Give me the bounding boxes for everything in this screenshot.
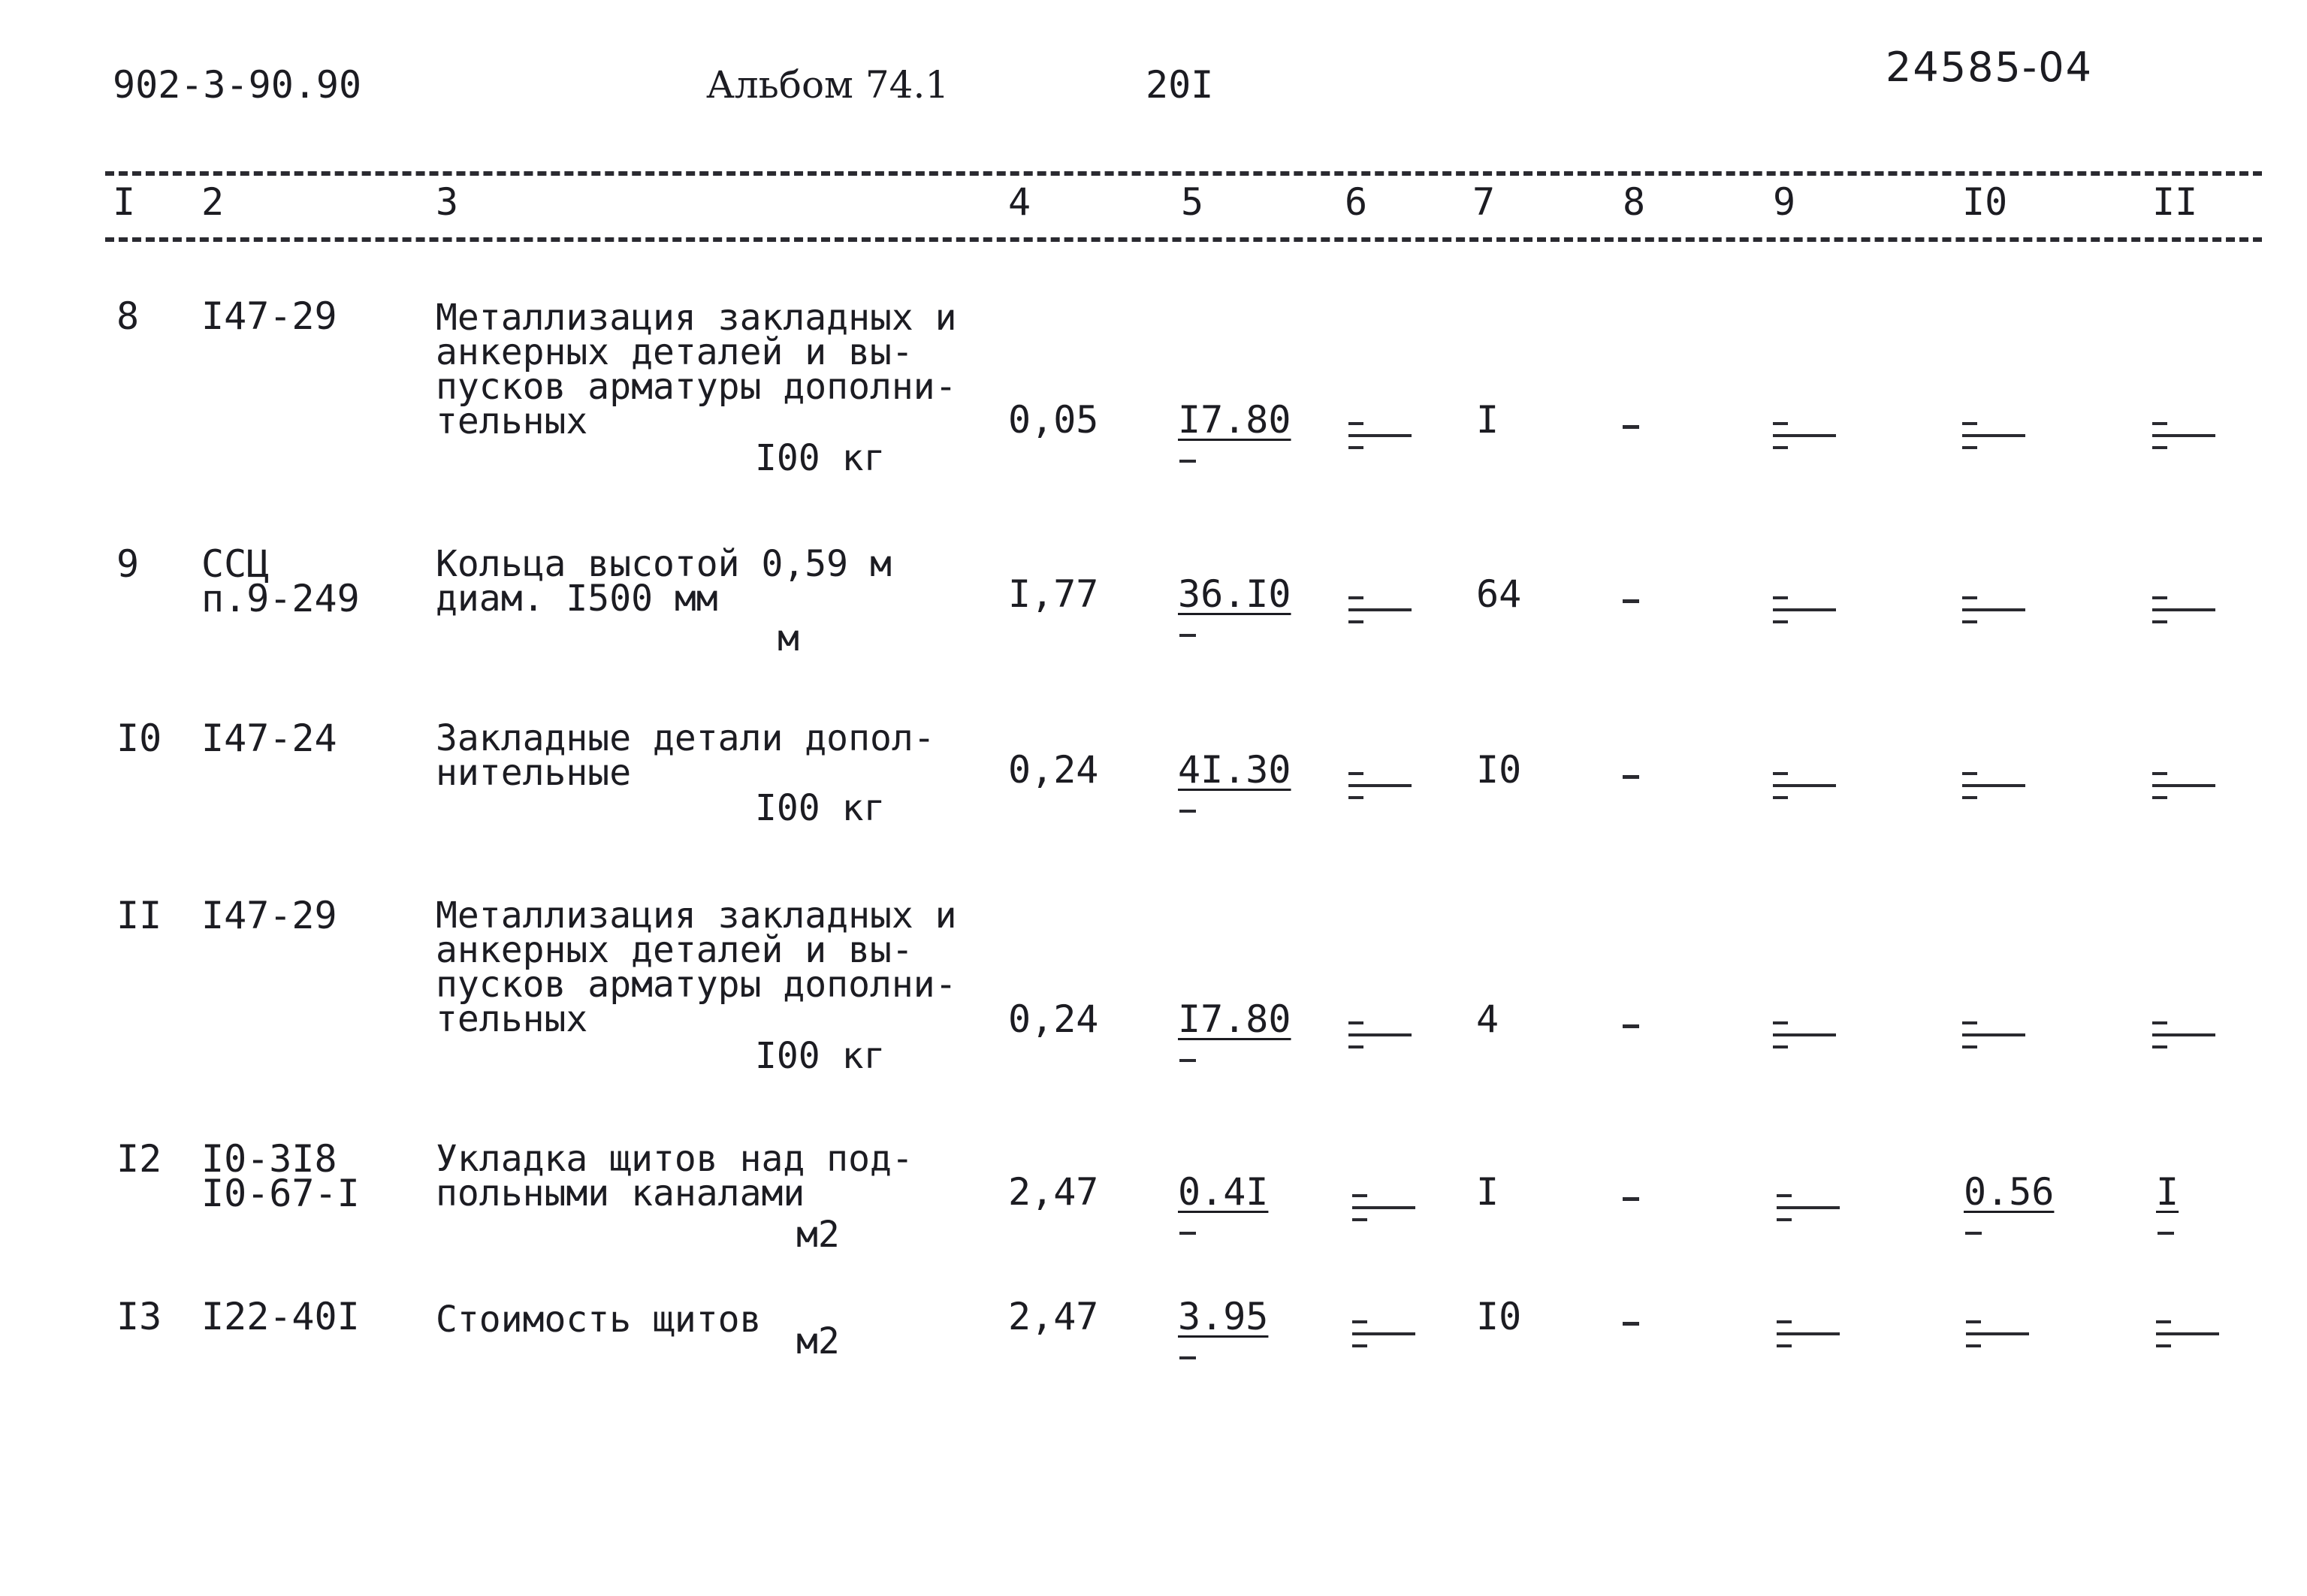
ditto-mark <box>1966 1319 2029 1353</box>
work-description-line: пусков арматуры дополни- <box>436 964 957 1006</box>
row-number: I3 <box>116 1295 162 1338</box>
empty-dash <box>1623 425 1639 429</box>
column-number-8: 8 <box>1623 180 1646 224</box>
ditto-mark <box>1773 1020 1836 1054</box>
column-number-3: 3 <box>436 180 459 224</box>
col7-value: I <box>1476 1170 1499 1214</box>
work-description-line: Стоимость щитов <box>436 1299 762 1341</box>
column-number-10: I0 <box>1962 180 2008 224</box>
col7-value: I0 <box>1476 748 1522 792</box>
col7-value: 4 <box>1476 997 1499 1041</box>
row-number: II <box>116 894 162 937</box>
empty-dash <box>1623 775 1639 779</box>
quantity: I,77 <box>1008 572 1099 616</box>
quantity: 2,47 <box>1008 1295 1099 1338</box>
column-number-4: 4 <box>1008 180 1031 224</box>
work-description-line: нительные <box>436 752 632 794</box>
norm-code: I47-29 <box>201 294 337 338</box>
unit-of-measure: I00 кг <box>755 1035 886 1077</box>
work-description-line: диам. I500 мм <box>436 578 718 620</box>
ditto-mark <box>1962 1020 2025 1054</box>
ditto-mark <box>1179 1356 1196 1359</box>
row-number: 9 <box>116 542 140 586</box>
ditto-mark <box>1962 771 2025 805</box>
column-number-1: I <box>113 180 136 224</box>
col11-value: I <box>2156 1170 2179 1214</box>
column-number-2: 2 <box>201 180 225 224</box>
work-description-line: Кольца высотой 0,59 м <box>436 543 892 585</box>
ditto-mark <box>1179 460 1196 463</box>
ditto-mark <box>1965 1232 1982 1235</box>
document-code: 902-3-90.90 <box>113 63 362 107</box>
ditto-mark <box>1348 1020 1412 1054</box>
unit-price: 3.95 <box>1178 1295 1269 1338</box>
quantity: 2,47 <box>1008 1170 1099 1214</box>
ditto-mark <box>2152 1020 2215 1054</box>
ditto-mark <box>1773 771 1836 805</box>
work-description-line: польными каналами <box>436 1172 805 1214</box>
norm-code: I0-67-I <box>201 1172 360 1215</box>
work-description-line: анкерных деталей и вы- <box>436 331 913 373</box>
ditto-mark <box>1777 1319 1840 1353</box>
unit-of-measure: м <box>778 617 799 659</box>
column-number-5: 5 <box>1181 180 1204 224</box>
empty-dash <box>1623 1197 1639 1201</box>
ditto-mark <box>2158 1232 2174 1235</box>
ditto-mark <box>2152 771 2215 805</box>
quantity: 0,24 <box>1008 748 1099 792</box>
column-number-9: 9 <box>1773 180 1796 224</box>
row-number: 8 <box>116 294 140 338</box>
work-description-line: Закладные детали допол- <box>436 717 935 759</box>
work-description-line: Укладка щитов над под- <box>436 1138 913 1180</box>
page-number: 20I <box>1146 63 1214 107</box>
album-label: Альбом 74.1 <box>706 63 950 107</box>
work-description-line: тельных <box>436 400 588 442</box>
empty-dash <box>1623 1322 1639 1326</box>
unit-of-measure: I00 кг <box>755 437 886 479</box>
row-number: I0 <box>116 717 162 760</box>
ditto-mark <box>1962 595 2025 629</box>
ditto-mark <box>1179 634 1196 637</box>
ditto-mark <box>1179 810 1196 813</box>
ditto-mark <box>1777 1193 1840 1227</box>
norm-code: I47-24 <box>201 717 337 760</box>
header-top-rule <box>105 171 2262 176</box>
ditto-mark <box>1773 421 1836 455</box>
unit-price: I7.80 <box>1178 997 1291 1041</box>
ditto-mark <box>1348 771 1412 805</box>
col10-value: 0.56 <box>1964 1170 2055 1214</box>
unit-price: 0.4I <box>1178 1170 1269 1214</box>
ditto-mark <box>1352 1193 1415 1227</box>
ditto-mark <box>1179 1059 1196 1062</box>
ditto-mark <box>1773 595 1836 629</box>
unit-price: 4I.30 <box>1178 748 1291 792</box>
norm-code: I47-29 <box>201 894 337 937</box>
unit-of-measure: I00 кг <box>755 787 886 829</box>
col7-value: I0 <box>1476 1295 1522 1338</box>
row-number: I2 <box>116 1137 162 1181</box>
ditto-mark <box>1352 1319 1415 1353</box>
ditto-mark <box>2152 595 2215 629</box>
unit-price: I7.80 <box>1178 398 1291 442</box>
header-bottom-rule <box>105 237 2262 242</box>
work-description-line: анкерных деталей и вы- <box>436 929 913 971</box>
col7-value: 64 <box>1476 572 1522 616</box>
norm-code: ССЦ <box>201 542 270 586</box>
work-description-line: Металлизация закладных и <box>436 297 957 339</box>
ditto-mark <box>1348 595 1412 629</box>
registration-stamp: 24585-04 <box>1886 44 2093 91</box>
work-description-line: Металлизация закладных и <box>436 895 957 937</box>
quantity: 0,05 <box>1008 398 1099 442</box>
unit-of-measure: м2 <box>796 1320 840 1362</box>
empty-dash <box>1623 1024 1639 1028</box>
unit-price: 36.I0 <box>1178 572 1291 616</box>
column-number-6: 6 <box>1345 180 1368 224</box>
empty-dash <box>1623 599 1639 603</box>
work-description-line: пусков арматуры дополни- <box>436 366 957 408</box>
ditto-mark <box>2152 421 2215 455</box>
norm-code: I0-3I8 <box>201 1137 337 1181</box>
unit-of-measure: м2 <box>796 1214 840 1256</box>
ditto-mark <box>1348 421 1412 455</box>
col7-value: I <box>1476 398 1499 442</box>
column-number-11: II <box>2152 180 2198 224</box>
ditto-mark <box>1962 421 2025 455</box>
quantity: 0,24 <box>1008 997 1099 1041</box>
norm-code: I22-40I <box>201 1295 360 1338</box>
ditto-mark <box>1179 1232 1196 1235</box>
ditto-mark <box>2156 1319 2219 1353</box>
norm-code: п.9-249 <box>201 577 360 620</box>
column-number-7: 7 <box>1472 180 1496 224</box>
work-description-line: тельных <box>436 998 588 1040</box>
